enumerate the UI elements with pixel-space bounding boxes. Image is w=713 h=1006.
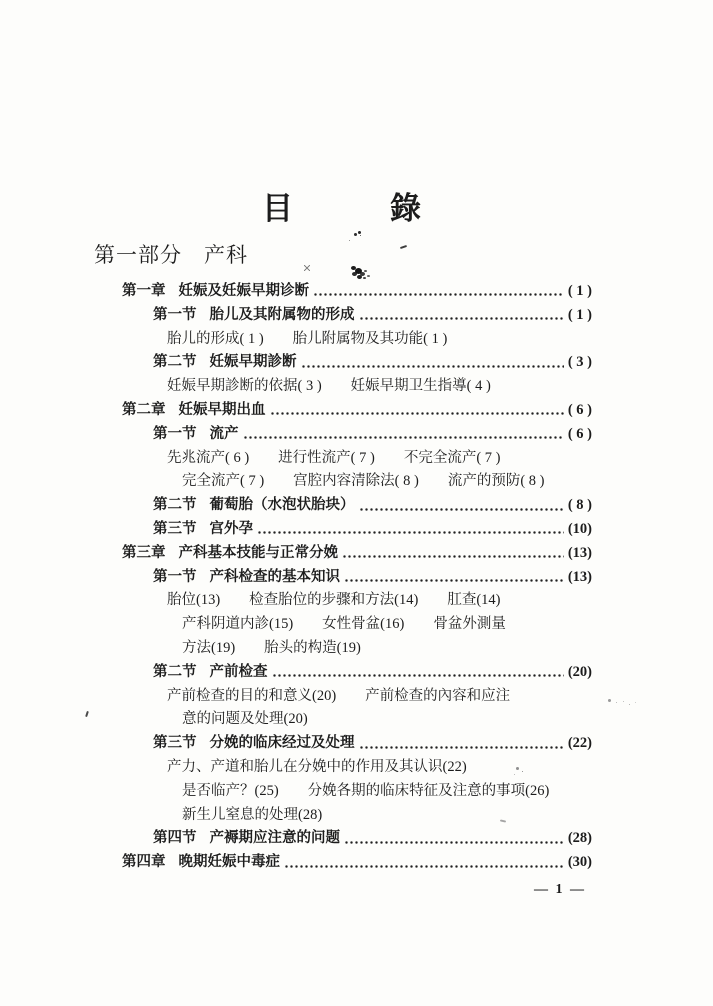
toc-entry-page: ( 6 ) [567,401,592,418]
dotted-leader [257,530,564,535]
toc-entry-text: 宫外孕 [209,520,253,537]
toc-entry [153,518,592,542]
toc-entry-label: 第二节 [153,354,197,371]
toc-entry-label: 第一节 [153,568,197,585]
dotted-leader [284,864,564,869]
toc-entry-text: 胎位(13) 检查胎位的步骤和方法(14) 肛查(14) [167,592,501,609]
toc-entry-text: 葡萄胎（水泡状胎块） [209,497,355,514]
toc-entry-page: ( 3 ) [567,354,592,371]
toc-entry-text: 流产 [209,425,239,442]
toc-entry [153,423,592,447]
toc-entry-text: 产前检查的目的和意义(20) 产前检查的內容和应注 [167,687,511,704]
toc-entry-text: 产科基本技能与正常分娩 [178,544,338,561]
toc-list [0,280,713,875]
toc-entry-label: 第二节 [153,663,197,680]
dotted-leader [243,435,564,440]
toc-entry [153,494,592,518]
scan-artifact [354,233,357,236]
dotted-leader [272,673,564,678]
page-title: 目 錄 [262,191,422,226]
toc-entry-text: 妊娠早期診断 [209,354,297,371]
toc-entry-page: ( 6 ) [567,425,592,442]
toc-entry-page: (10) [567,520,592,537]
toc-entry-page: ( 1 ) [567,306,592,323]
toc-entry-label: 第二节 [153,497,197,514]
dotted-leader [270,411,564,416]
toc-entry [153,732,592,756]
toc-entry-text: 产科阴道内診(15) 女性骨盆(16) 骨盆外測量 [182,616,506,633]
dotted-leader [342,554,564,559]
toc-entry-text: 妊娠及妊娠早期诊断 [178,283,309,299]
toc-entry [182,613,592,637]
toc-entry-page: (28) [567,830,592,847]
toc-entry-text: 新生儿窒息的处理(28) [182,806,323,823]
toc-entry-text: 分娩的临床经过及处理 [209,735,355,752]
toc-entry [167,685,592,709]
toc-entry [182,780,592,804]
toc-entry-page: (30) [567,854,592,871]
dotted-leader [301,364,564,369]
toc-entry-label: 第一节 [153,306,197,323]
toc-entry-text: 产科检查的基本知识 [209,568,340,585]
part-heading: 第一部分 产科 [94,243,248,267]
toc-entry-text: 产前检查 [209,663,268,680]
toc-entry [122,851,592,875]
toc-entry-label: 第四章 [122,854,166,871]
toc-entry-text: 妊娠早期出血 [178,401,266,418]
toc-entry [182,470,592,494]
toc-entry [153,304,592,328]
toc-entry-label: 第二章 [122,401,166,418]
dotted-leader [313,292,564,297]
toc-entry-page: (13) [567,568,592,585]
toc-entry-text: 意的问题及处理(20) [182,711,308,728]
dotted-leader [359,507,564,512]
toc-entry-page: ( 1 ) [567,283,592,299]
toc-entry [167,447,592,471]
toc-entry [153,566,592,590]
page-number-footer: — 1 — [534,882,586,897]
dotted-leader [344,578,564,583]
toc-entry-page: (22) [567,735,592,752]
toc-entry-label: 第一节 [153,425,197,442]
toc-entry [167,589,592,613]
dotted-leader [359,316,564,321]
toc-entry [153,827,592,851]
toc-entry-text: 方法(19) 胎头的构造(19) [182,639,361,656]
toc-entry-page: (13) [567,544,592,561]
toc-entry [153,661,592,685]
toc-entry [167,756,592,780]
toc-entry-label: 第三节 [153,735,197,752]
toc-entry [182,708,592,732]
toc-entry [122,542,592,566]
scan-artifact [351,266,356,270]
scan-artifact [304,265,310,271]
toc-entry-page: ( 8 ) [567,497,592,514]
toc-entry-label: 第一章 [122,283,166,299]
toc-entry [167,328,592,352]
toc-entry-text: 是否临产？(25) 分娩各期的临床特征及注意的事项(26) [182,782,550,799]
toc-entry-text: 产力、产道和胎儿在分娩中的作用及其认识(22) [167,758,467,775]
toc-entry-text: 先兆流产( 6 ) 进行性流产( 7 ) 不完全流产( 7 ) [167,449,501,466]
toc-entry-page: (20) [567,663,592,680]
toc-entry-label: 第三节 [153,520,197,537]
toc-entry-text: 胎儿及其附属物的形成 [209,306,355,323]
toc-entry-text: 妊娠早期診断的依据( 3 ) 妊娠早期卫生指導( 4 ) [167,378,491,395]
toc-entry [153,351,592,375]
toc-entry-label: 第四节 [153,830,197,847]
toc-entry [122,399,592,423]
dotted-leader [344,840,564,845]
dotted-leader [359,745,564,750]
toc-entry-text: 产褥期应注意的问题 [209,830,340,847]
toc-entry-text: 完全流产( 7 ) 宫腔内容清除法( 8 ) 流产的预防( 8 ) [182,473,545,490]
toc-entry-text: 胎儿的形成( 1 ) 胎儿附属物及其功能( 1 ) [167,330,448,347]
toc-entry-text: 晚期妊娠中毒症 [178,854,280,871]
toc-entry [182,804,592,828]
toc-entry [122,280,592,304]
toc-entry [167,375,592,399]
scan-artifact [400,245,407,249]
toc-entry [182,637,592,661]
toc-entry-label: 第三章 [122,544,166,561]
